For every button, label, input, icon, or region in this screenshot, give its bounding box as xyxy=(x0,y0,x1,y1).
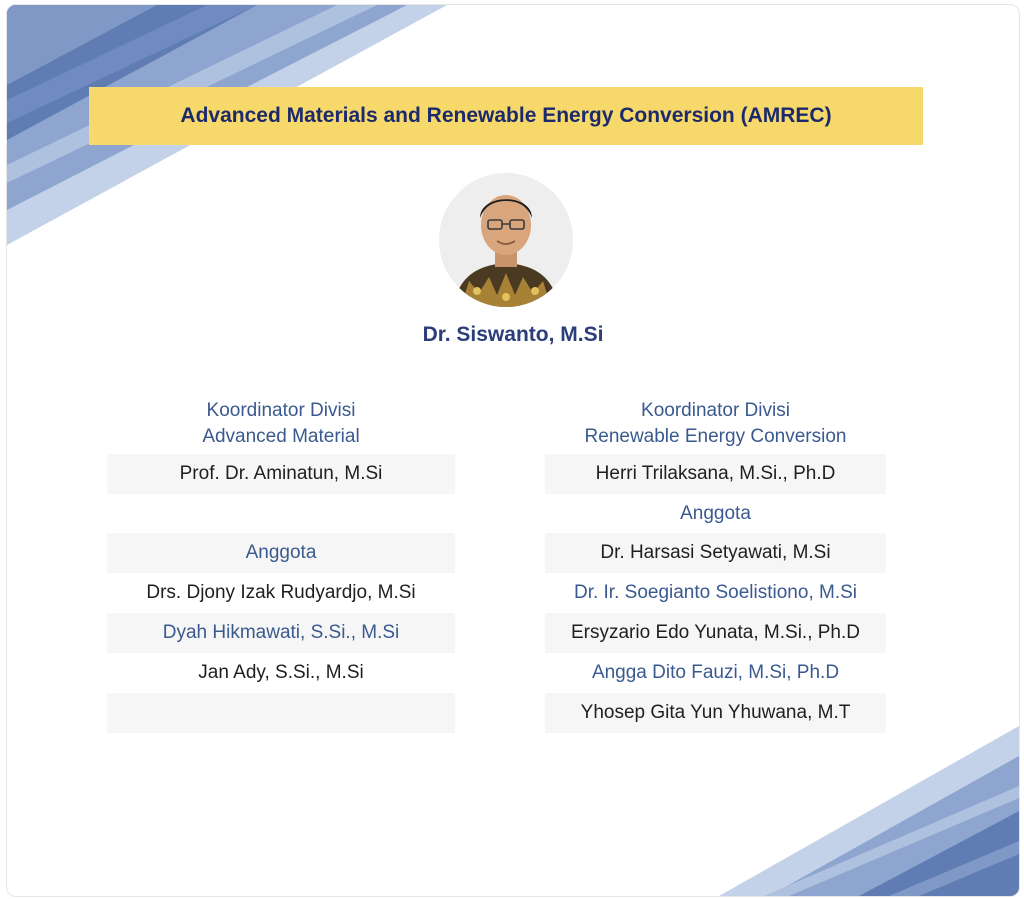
member-name: Dr. Harsasi Setyawati, M.Si xyxy=(600,542,831,563)
table-row xyxy=(545,533,886,573)
left-members-label: Anggota xyxy=(245,542,317,563)
table-row xyxy=(545,653,886,693)
left-heading-line2: Advanced Material xyxy=(202,426,360,447)
table-row xyxy=(545,573,886,613)
member-name: Jan Ady, S.Si., M.Si xyxy=(198,662,364,683)
right-coordinator-name: Herri Trilaksana, M.Si., Ph.D xyxy=(595,463,836,484)
table-row xyxy=(107,653,455,693)
right-coordinator-row xyxy=(545,454,886,494)
table-row xyxy=(107,573,455,613)
table-row xyxy=(545,613,886,653)
title-banner xyxy=(89,87,923,145)
head-of-group-name: Dr. Siswanto, M.Si xyxy=(422,323,604,346)
person-portrait-icon xyxy=(439,173,573,307)
right-heading-line1: Koordinator Divisi xyxy=(641,400,790,421)
right-division-heading xyxy=(545,398,886,450)
member-name: Angga Dito Fauzi, M.Si, Ph.D xyxy=(591,662,840,683)
right-members-label: Anggota xyxy=(680,503,751,524)
left-heading-line1: Koordinator Divisi xyxy=(206,400,356,421)
member-name: Ersyzario Edo Yunata, M.Si., Ph.D xyxy=(570,622,860,643)
table-row xyxy=(545,693,886,733)
org-card xyxy=(6,4,1020,897)
member-name: Dyah Hikmawati, S.Si., M.Si xyxy=(162,622,400,643)
left-division-heading xyxy=(107,398,455,450)
member-name: Yhosep Gita Yun Yhuwana, M.T xyxy=(580,702,851,723)
bottom-right-stripe-decoration xyxy=(719,726,1019,896)
table-row xyxy=(107,613,455,653)
left-coordinator-row xyxy=(107,454,455,494)
right-members-label-row xyxy=(545,494,886,534)
page-title: Advanced Materials and Renewable Energy Conversion (AMREC) xyxy=(180,104,832,127)
right-heading-line2: Renewable Energy Conversion xyxy=(584,426,847,447)
member-name: Dr. Ir. Soegianto Soelistiono, M.Si xyxy=(573,582,858,603)
member-name: Drs. Djony Izak Rudyardjo, M.Si xyxy=(146,582,416,603)
empty-row xyxy=(107,693,455,733)
left-members-label-row xyxy=(107,533,455,573)
left-coordinator-name: Prof. Dr. Aminatun, M.Si xyxy=(179,463,383,484)
